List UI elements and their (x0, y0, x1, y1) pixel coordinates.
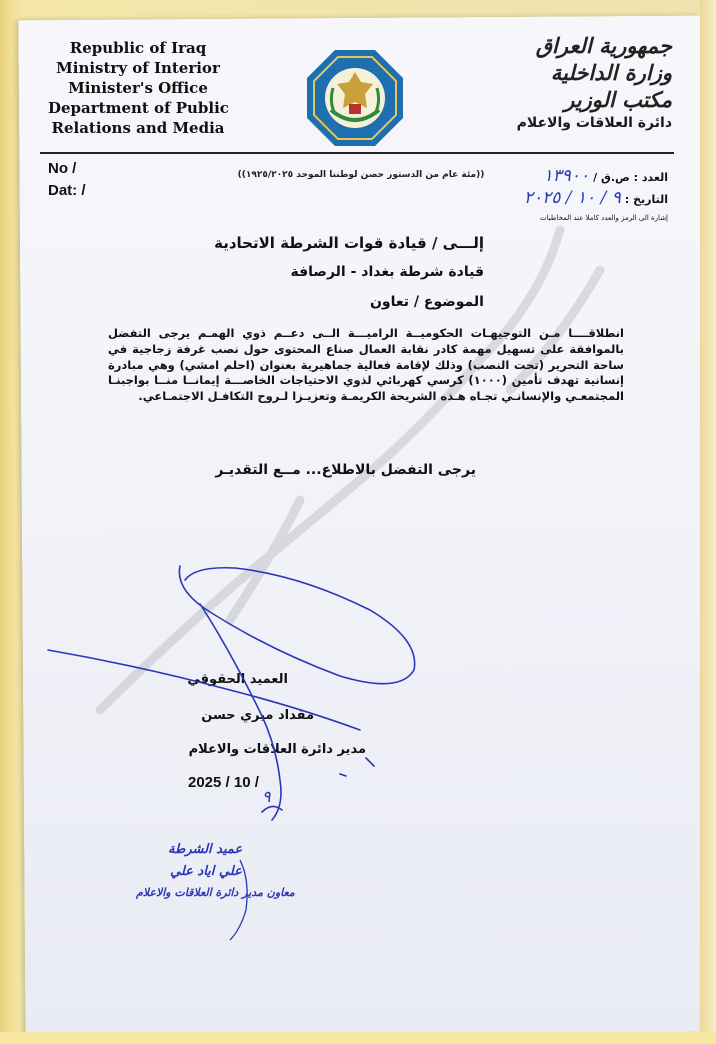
date-label-en: Dat: / (48, 182, 86, 199)
reference-date-row (498, 188, 668, 210)
signatory-title: مدير دائرة العلاقات والاعلام (188, 742, 366, 757)
centenary-motto: ((مئة عام من الدستور حصن لوطننا الموحد ١٩٢٥/٢٠٢٥)) (237, 170, 485, 180)
secondary-name: علي اياد علي (170, 864, 242, 879)
english-letterhead (48, 38, 228, 138)
letterhead-line-ar: مكتب الوزير (564, 87, 672, 112)
reference-date-label: التاريخ : (624, 193, 668, 206)
reference-number-row (498, 166, 668, 188)
header-divider (40, 152, 674, 154)
reference-date-value: ٩ / ١٠ / ٢٠٢٥ (523, 188, 621, 208)
ministry-emblem-icon (305, 48, 405, 148)
signature-date: 2025 / 10 / (188, 774, 259, 791)
letterhead-line: Relations and Media (51, 119, 225, 137)
letterhead-line: Republic of Iraq (69, 39, 207, 57)
letterhead-line: Department of Public (48, 99, 229, 117)
letterhead-line: Ministry of Interior (56, 59, 220, 77)
letterhead-line: Minister's Office (68, 79, 208, 97)
subject-line: الموضوع / تعاون (369, 294, 484, 310)
secondary-rank: عميد الشرطة (168, 842, 243, 857)
closing-regards: يرجى التفضل بالاطلاع... مــع التقديـر (215, 462, 476, 478)
secondary-title: معاون مدير دائرة العلاقات والاعلام (136, 886, 295, 899)
reference-number-label: العدد : ص.ق / (593, 171, 668, 184)
letterhead-line-ar: جمهورية العراق (535, 33, 672, 58)
reference-number-value: ١٣٩٠٠ (543, 166, 590, 186)
reference-block (498, 166, 668, 222)
signatory-rank: العميد الحقوقي (187, 672, 288, 687)
signatory-name: مقداد ميري حسن (201, 708, 314, 723)
letterhead-line-ar: وزارة الداخلية (550, 60, 672, 85)
handwritten-day-icon: ٩ (262, 787, 271, 806)
arabic-letterhead (472, 32, 672, 131)
paper-edge-right (700, 0, 716, 1044)
paper-edge-bottom (0, 1032, 716, 1044)
recipient-line: إلـــى / قيادة قوات الشرطة الاتحادية (214, 234, 484, 252)
number-label-en: No / (48, 160, 77, 177)
recipient-line-2: قيادة شرطة بغداد - الرصافة (290, 264, 484, 280)
body-paragraph: انطلاقــــا مـن التوجيهـات الحكوميــة الراميـــة الــى دعــم ذوي الهمـم يرجى التفضل بالموافقة على تسهيل مهمة كادر نقابة العمال صناع المحتوى حول نصب غرفة زجاجية في ساحة التحرير (تحت النصب) وذلك لإقامة فعالية جماهيرية بعنوان (احلم امشي) وهي مبادرة إنسانية تهدف تأمين (١٠٠٠) كرسي كهربائي لذوي الاحتياجات الخاصـــة إيمانــا منــا بواجبنـا المجتمعـي والإنسانـي تجـاه هـذه الشريحة الكريمـة وتعزيـزا لـروح التكافـل الاجتمـاعي. (108, 326, 624, 404)
letterhead-dept-ar: دائرة العلاقات والاعلام (516, 115, 672, 131)
reference-note: إشارة الى الرمز والعدد كاملا عند المخاطبات (540, 214, 668, 222)
